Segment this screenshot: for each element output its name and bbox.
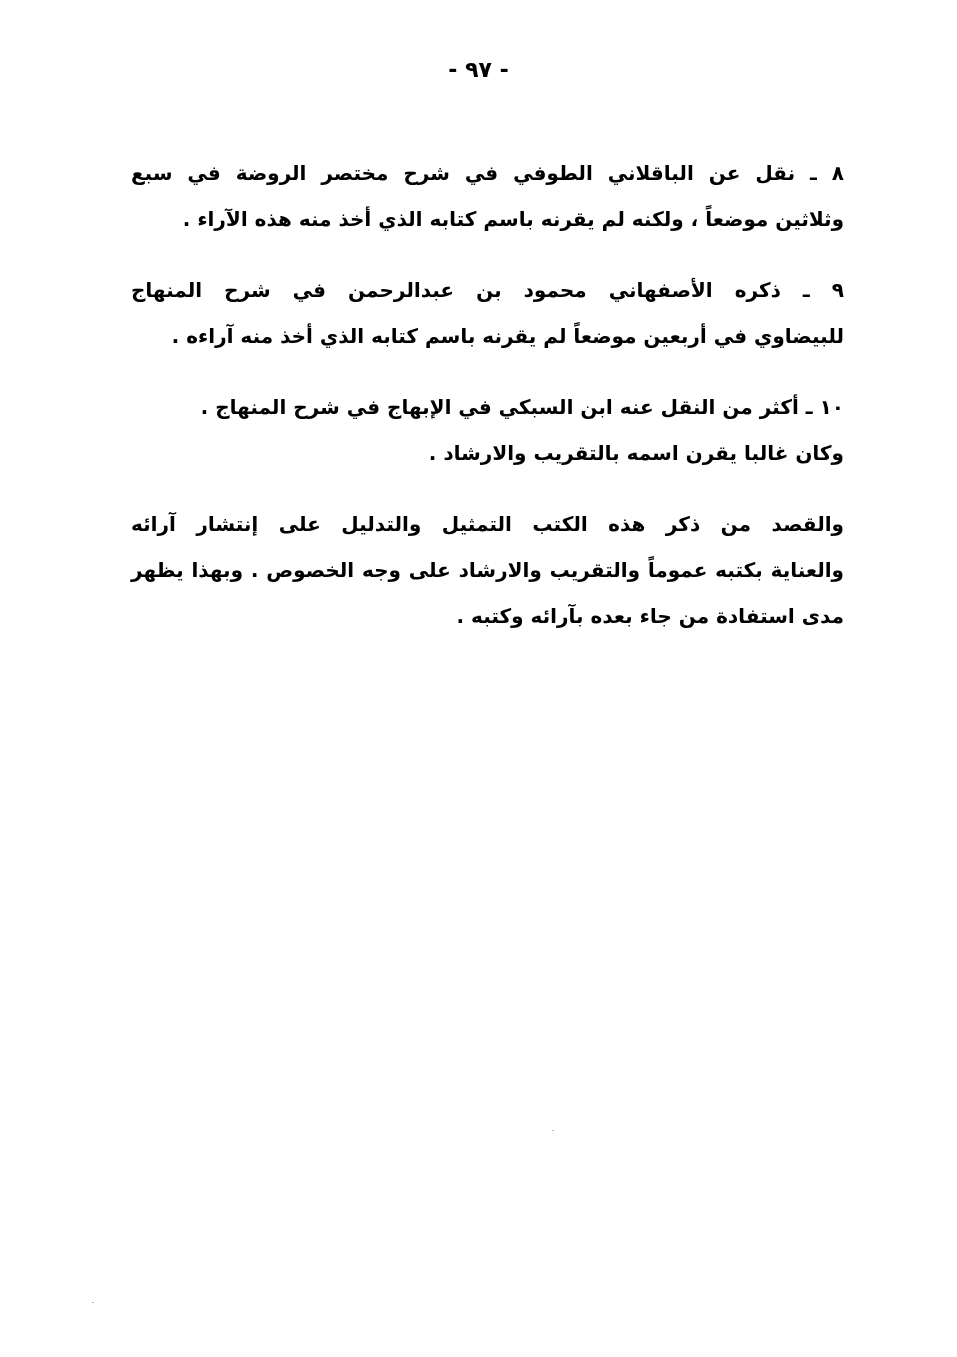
paragraph-item-9 — [131, 267, 844, 359]
text-line: مدى استفادة من جاء بعده بآرائه وكتبه . — [456, 604, 844, 628]
scan-speck — [552, 1130, 554, 1131]
page-number: - ٩٧ - — [448, 58, 509, 83]
text-line: للبيضاوي في أربعين موضعاً لم يقرنه باسم كتابه الذي أخذ منه آراءه . — [171, 324, 844, 348]
closing-paragraph — [131, 501, 844, 639]
text-line: وثلاثين موضعاً ، ولكنه لم يقرنه باسم كتابه الذي أخذ منه هذه الآراء . — [182, 207, 844, 231]
text-line: ٩ ـ ذكره الأصفهاني محمود بن عبدالرحمن في شرح المنهاج — [131, 278, 844, 302]
paragraph-item-10 — [131, 384, 844, 476]
text-line: وكان غالبا يقرن اسمه بالتقريب والارشاد . — [428, 441, 844, 465]
document-body — [131, 150, 844, 639]
text-line: والعناية بكتبه عموماً والتقريب والارشاد على وجه الخصوص . وبهذا يظهر — [131, 558, 844, 582]
text-line: والقصد من ذكر هذه الكتب التمثيل والتدليل على إنتشار آرائه — [131, 512, 844, 536]
paragraph-item-8 — [131, 150, 844, 242]
text-line: ٨ ـ نقل عن الباقلاني الطوفي في شرح مختصر الروضة في سبع — [131, 161, 844, 185]
text-line: ١٠ ـ أكثر من النقل عنه ابن السبكي في الإبهاج في شرح المنهاج . — [200, 395, 844, 419]
scan-speck — [92, 1302, 94, 1303]
